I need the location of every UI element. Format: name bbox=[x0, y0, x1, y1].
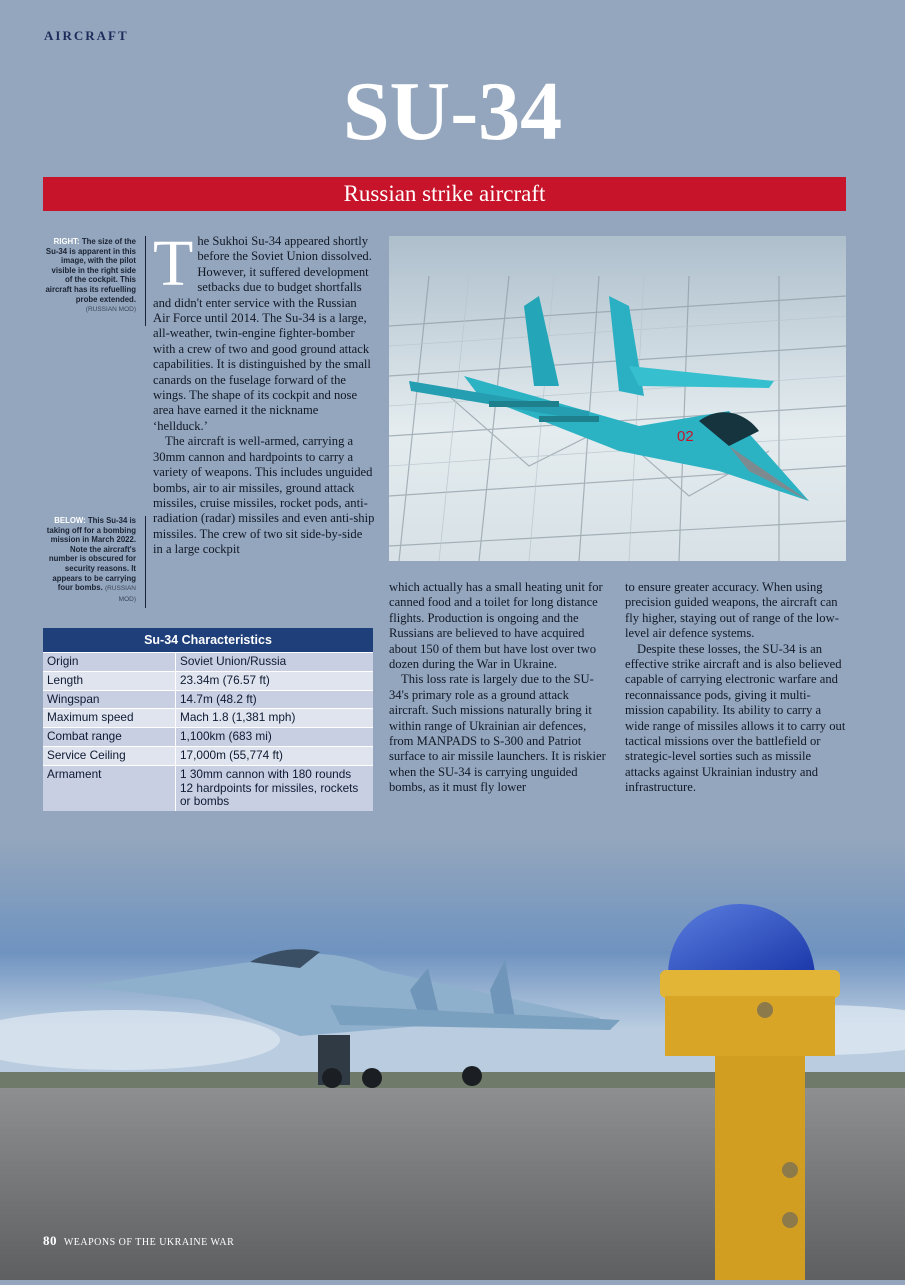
article-paragraph: to ensure greater accuracy. When using precision guided weapons, the aircraft can fly higher, staying out of range of the low-level air defence systems. bbox=[625, 580, 839, 641]
article-paragraph: he Sukhoi Su-34 appeared shortly before the Soviet Union dissolved. However, it suffered development setbacks due to budget shortfalls and didn't enter service with the Russian Air Force until 2014. The Su-34 is a large, all-weather, twin-engine fighter-bomber with a crew of two and good ground attack capabilities. It is distinguished by the small canards on the fuselage forward of the wings. The shape of its cockpit and nose area have earned it the nickname ‘hellduck.’ bbox=[153, 234, 372, 433]
caption-below-credit: (RUSSIAN MOD) bbox=[104, 585, 136, 603]
specs-table-body bbox=[43, 652, 373, 811]
spec-label: Maximum speed bbox=[43, 709, 176, 728]
spec-value: 1,100km (683 mi) bbox=[176, 728, 374, 747]
table-row bbox=[43, 671, 373, 690]
spec-label: Origin bbox=[43, 653, 176, 672]
spec-value: Mach 1.8 (1,381 mph) bbox=[176, 709, 374, 728]
article-paragraph: This loss rate is largely due to the SU-34's primary role as a ground attack aircraft. Such missions naturally bring it within range of Ukrainian air defences, from MANPADS to S-300 and Patriot surface to air missile launchers. It is riskier when the SU-34 is carrying unguided bombs, as it must fly lower bbox=[389, 672, 606, 795]
dropcap: T bbox=[153, 227, 194, 300]
article-paragraph: which actually has a small heating unit for canned food and a toilet for long distance flights. Production is ongoing and the Russians are believed to have acquired about 150 of them but have lost over two dozen during the War in Ukraine. bbox=[389, 580, 603, 672]
spec-label: Service Ceiling bbox=[43, 746, 176, 765]
spec-label: Wingspan bbox=[43, 690, 176, 709]
tail-number: 02 bbox=[677, 428, 694, 445]
article-paragraph: Despite these losses, the SU-34 is an effective strike aircraft and is also believed capable of carrying electronic warfare and reconnaissance pods, giving it multi-mission capability. Its ability to carry a wide range of missiles allows it to carry out tactical missions over the battlefield or strategic-level sorties such as missile attacks against Ukrainian industry and infrastructure. bbox=[625, 641, 846, 795]
spec-value: 17,000m (55,774 ft) bbox=[176, 746, 374, 765]
article-column-1 bbox=[153, 227, 375, 558]
article-column-3 bbox=[625, 580, 847, 796]
caption-right-lead: RIGHT: bbox=[53, 237, 80, 246]
runway-scene-illustration bbox=[0, 840, 905, 1280]
page-number: 80 bbox=[43, 1233, 57, 1248]
article-column-2 bbox=[389, 580, 611, 796]
table-row bbox=[43, 765, 373, 811]
page-title: SU-34 bbox=[342, 65, 563, 158]
caption-below-lead: BELOW: bbox=[54, 516, 86, 525]
su34-aircraft bbox=[409, 296, 809, 501]
snow-landscape-illustration bbox=[389, 236, 846, 561]
caption-divider bbox=[145, 236, 146, 326]
caption-right bbox=[44, 237, 136, 315]
page-footer bbox=[43, 1233, 234, 1249]
spec-label: Armament bbox=[43, 765, 176, 811]
table-row bbox=[43, 690, 373, 709]
table-row bbox=[43, 709, 373, 728]
table-row bbox=[43, 653, 373, 672]
subtitle-banner: Russian strike aircraft bbox=[43, 177, 846, 211]
caption-right-credit: (RUSSIAN MOD) bbox=[85, 306, 136, 314]
specs-table-title: Su-34 Characteristics bbox=[43, 628, 373, 652]
section-label: AIRCRAFT bbox=[44, 28, 129, 43]
specs-table bbox=[43, 628, 373, 811]
article-paragraph: The aircraft is well-armed, carrying a 30mm cannon and hardpoints to carry a variety of weapons. This includes unguided bombs, air to air missiles, ground attack missiles, cruise missiles, rocket pods, anti-radiation (radar) missiles and even anti-ship missiles. The crew of two sit side-by-side in a large cockpit bbox=[153, 434, 375, 557]
caption-below-text: This Su-34 is taking off for a bombing mission in March 2022. Note the aircraft's number is obscured for security reasons. It appears to be carrying four bombs. bbox=[46, 516, 136, 593]
spec-value: 1 30mm cannon with 180 rounds 12 hardpoints for missiles, rockets or bombs bbox=[176, 765, 374, 811]
photo-su34-takeoff bbox=[0, 840, 905, 1280]
spec-label: Length bbox=[43, 671, 176, 690]
photo-su34-in-flight bbox=[389, 236, 846, 561]
spec-value: 23.34m (76.57 ft) bbox=[176, 671, 374, 690]
caption-divider bbox=[145, 516, 146, 608]
table-row bbox=[43, 746, 373, 765]
spec-value: Soviet Union/Russia bbox=[176, 653, 374, 672]
table-row bbox=[43, 728, 373, 747]
caption-below bbox=[44, 516, 136, 604]
caption-right-text: The size of the Su-34 is apparent in this image, with the pilot visible in the right side of the cockpit. This aircraft has its refuelling probe extended. bbox=[45, 237, 136, 304]
publication-title: WEAPONS OF THE UKRAINE WAR bbox=[63, 1237, 235, 1248]
spec-label: Combat range bbox=[43, 728, 176, 747]
spec-value: 14.7m (48.2 ft) bbox=[176, 690, 374, 709]
